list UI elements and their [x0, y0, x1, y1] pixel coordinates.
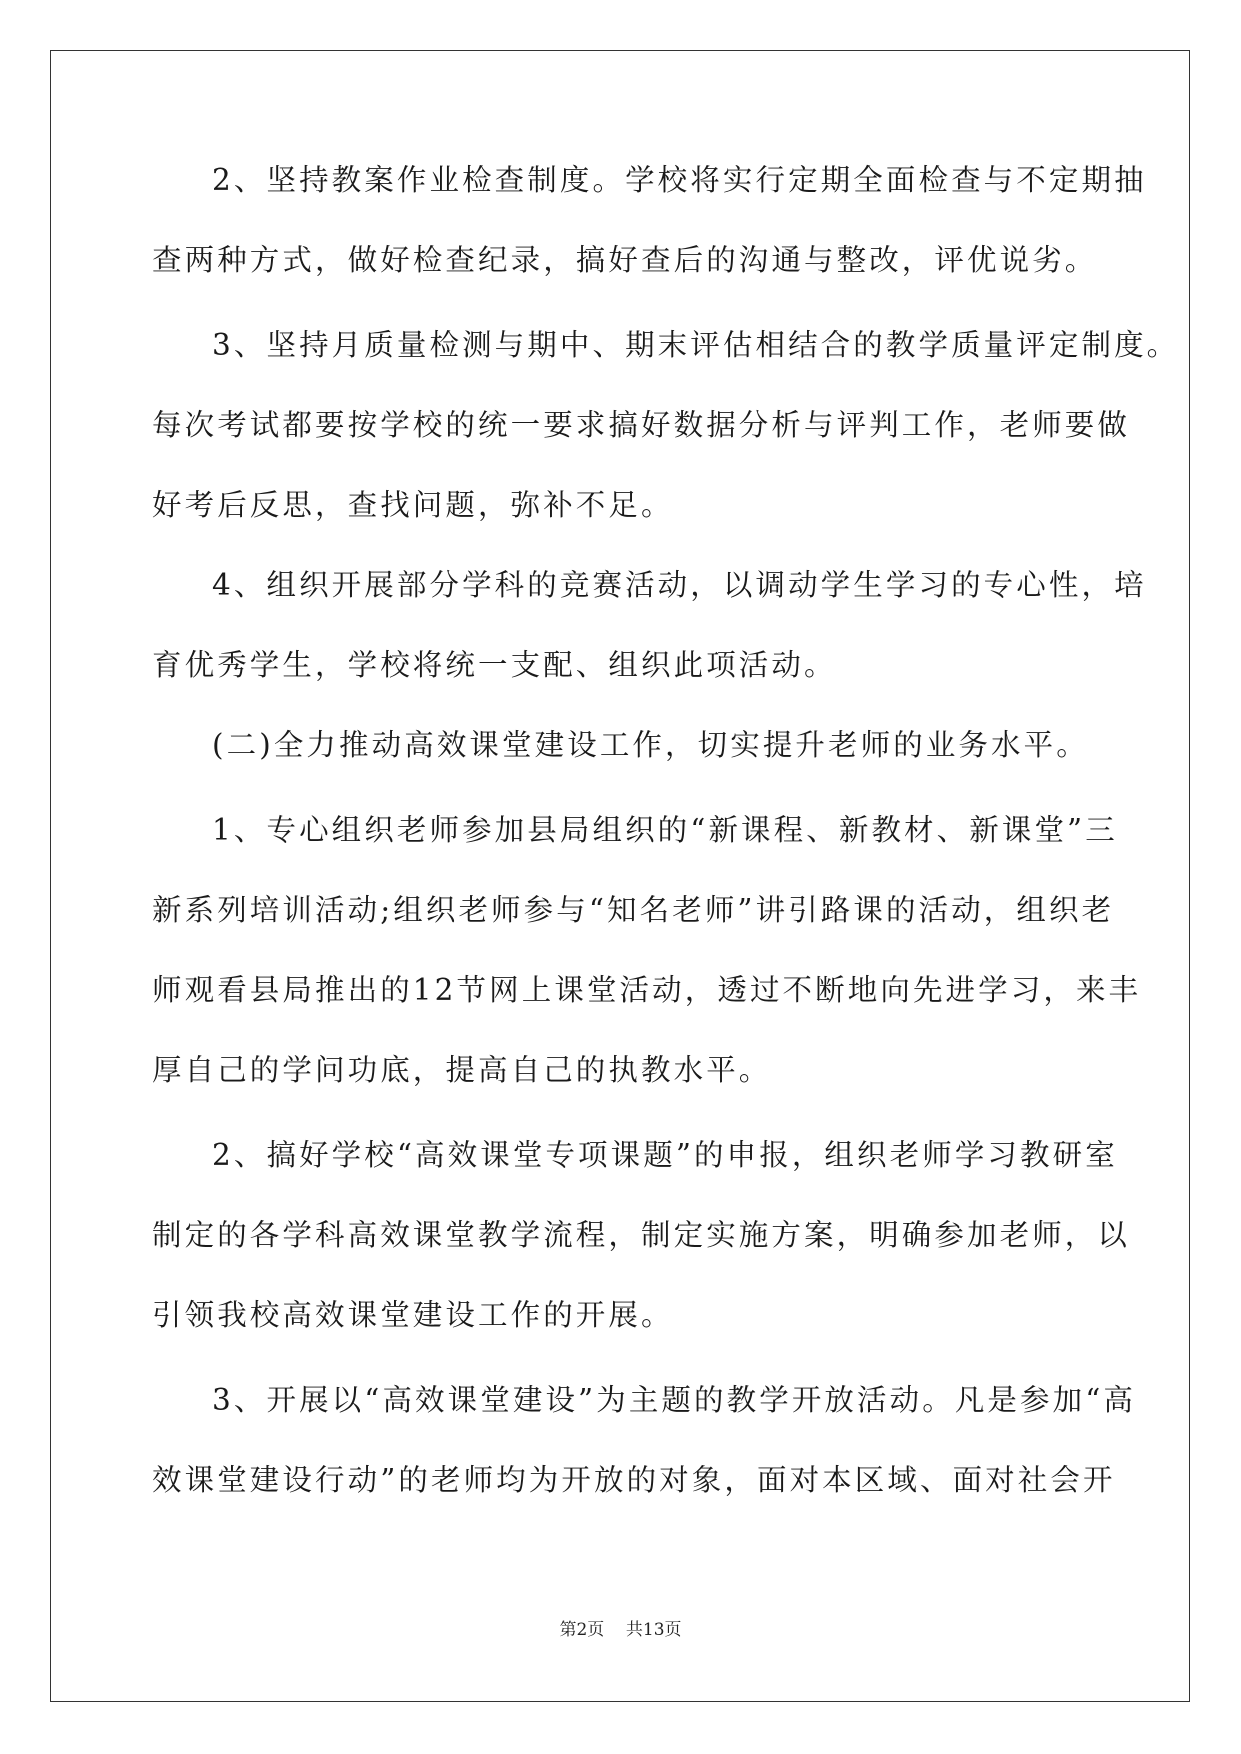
paragraph-line: 新系列培训活动;组织老师参与“知名老师”讲引路课的活动，组织老 — [152, 893, 1115, 927]
paragraph-line: 每次考试都要按学校的统一要求搞好数据分析与评判工作，老师要做 — [152, 408, 1131, 442]
paragraph-line: 好考后反思，查找问题，弥补不足。 — [152, 488, 674, 522]
page-frame — [50, 50, 1190, 1702]
paragraph-line: 厚自己的学问功底，提高自己的执教水平。 — [152, 1053, 772, 1087]
paragraph-line: 查两种方式，做好检查纪录，搞好查后的沟通与整改，评优说劣。 — [152, 243, 1098, 277]
paragraph-line: 1、专心组织老师参加县局组织的“新课程、新教材、新课堂”三 — [212, 813, 1118, 847]
paragraph-line: 3、坚持月质量检测与期中、期末评估相结合的教学质量评定制度。 — [212, 328, 1180, 362]
paragraph-line: (二)全力推动高效课堂建设工作，切实提升老师的业务水平。 — [212, 728, 1089, 762]
paragraph-line: 4、组织开展部分学科的竞赛活动，以调动学生学习的专心性，培 — [212, 568, 1147, 602]
page-total: 共13页 — [625, 1620, 682, 1640]
paragraph-line: 2、坚持教案作业检查制度。学校将实行定期全面检查与不定期抽 — [212, 163, 1147, 197]
page-number: 第2页 — [559, 1620, 605, 1640]
paragraph-line: 引领我校高效课堂建设工作的开展。 — [152, 1298, 674, 1332]
paragraph-line: 师观看县局推出的12节网上课堂活动，透过不断地向先进学习，来丰 — [152, 973, 1142, 1007]
paragraph-line: 3、开展以“高效课堂建设”为主题的教学开放活动。凡是参加“高 — [212, 1383, 1137, 1417]
paragraph-line: 育优秀学生，学校将统一支配、组织此项活动。 — [152, 648, 837, 682]
paragraph-line: 2、搞好学校“高效课堂专项课题”的申报，组织老师学习教研室 — [212, 1138, 1118, 1172]
paragraph-line: 效课堂建设行动”的老师均为开放的对象，面对本区域、面对社会开 — [152, 1463, 1116, 1497]
page-footer — [0, 1618, 1241, 1642]
paragraph-line: 制定的各学科高效课堂教学流程，制定实施方案，明确参加老师，以 — [152, 1218, 1131, 1252]
